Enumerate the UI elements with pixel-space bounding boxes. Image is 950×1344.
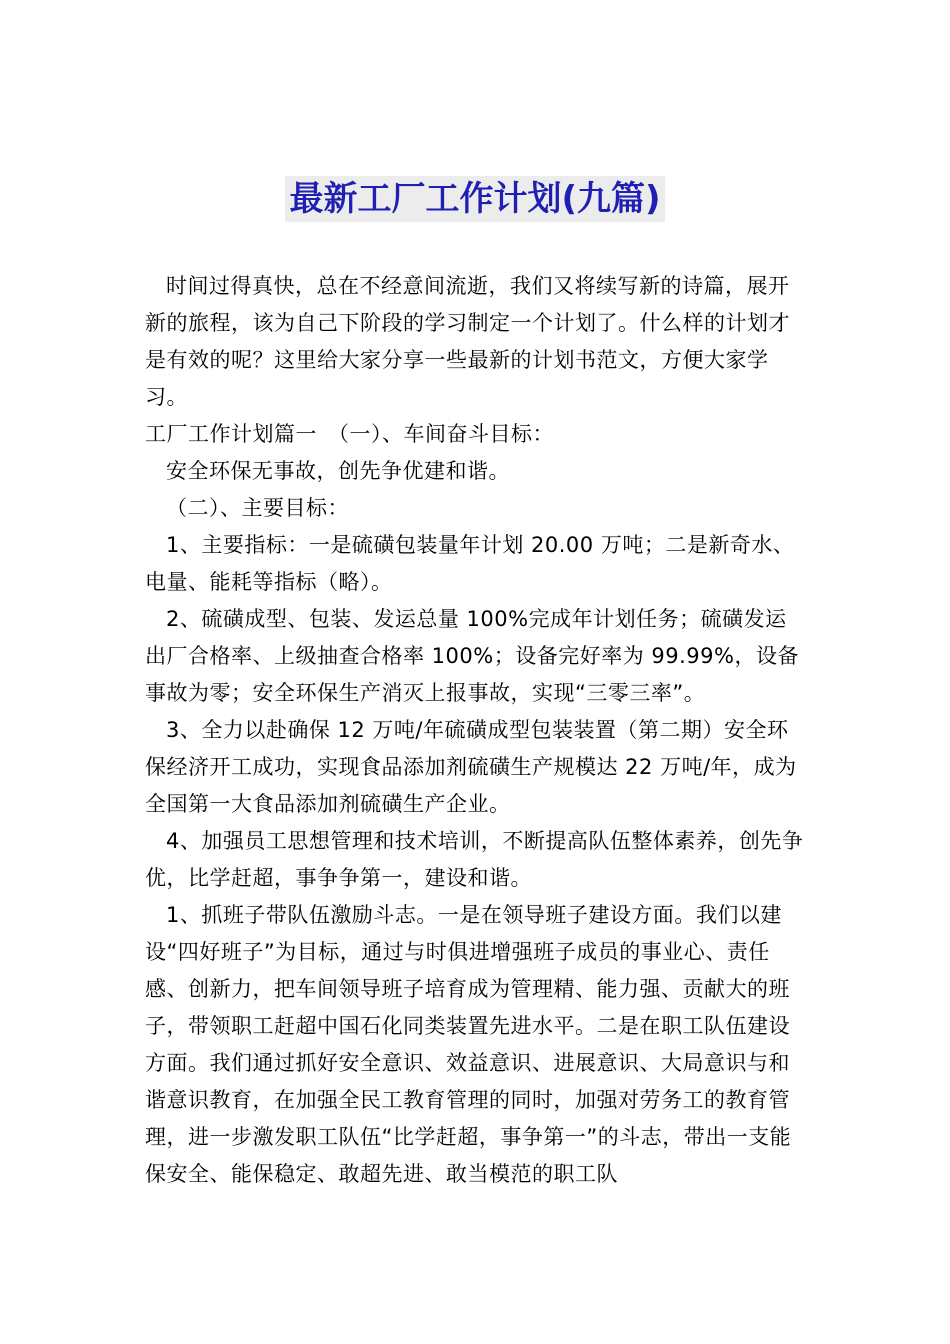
paragraph-item-4: 4、加强员工思想管理和技术培训，不断提高队伍整体素养，创先争优，比学赶超，事争争第一，建设和谐。 <box>145 829 804 890</box>
paragraph-subheading: （二）、主要目标： <box>166 496 349 520</box>
paragraph-goal: 安全环保无事故，创先争优建和谐。 <box>166 459 510 483</box>
paragraph-item-2: 2、硫磺成型、包装、发运总量 100%完成年计划任务；硫磺发运出厂合格率、上级抽查合格率 100%；设备完好率为 99.99%，设备事故为零；安全环保生产消灭上报事故，实现“三零三率”。 <box>145 607 799 705</box>
paragraph-item-1: 1、主要指标：一是硫磺包装量年计划 20.00 万吨；二是新奇水、电量、能耗等指标（略）。 <box>145 533 795 594</box>
document-title: 最新工厂工作计划(九篇) <box>285 176 664 222</box>
paragraph-measure-1: 1、抓班子带队伍激励斗志。一是在领导班子建设方面。我们以建设“四好班子”为目标，通过与时俱进增强班子成员的事业心、责任感、创新力，把车间领导班子培育成为管理精、能力强、贡献大的班子，带领职工赶超中国石化同类装置先进水平。二是在职工队伍建设方面。我们通过抓好安全意识、效益意识、进展意识、大局意识与和谐意识教育，在加强全民工教育管理的同时，加强对劳务工的教育管理，进一步激发职工队伍“比学赶超，事争第一”的斗志，带出一支能保安全、能保稳定、敢超先进、敢当模范的职工队 <box>145 903 792 1186</box>
title-container <box>0 176 950 222</box>
paragraph-item-3: 3、全力以赴确保 12 万吨/年硫磺成型包装装置（第二期）安全环保经济开工成功，实现食品添加剂硫磺生产规模达 22 万吨/年，成为全国第一大食品添加剂硫磺生产企业。 <box>145 718 797 816</box>
paragraph-section-heading: 工厂工作计划篇一 （一）、车间奋斗目标： <box>145 422 554 446</box>
paragraph-intro: 时间过得真快，总在不经意间流逝，我们又将续写新的诗篇，展开新的旅程，该为自己下阶段的学习制定一个计划了。什么样的计划才是有效的呢？这里给大家分享一些最新的计划书范文，方便大家学习。 <box>145 274 790 409</box>
document-body <box>145 268 807 1193</box>
